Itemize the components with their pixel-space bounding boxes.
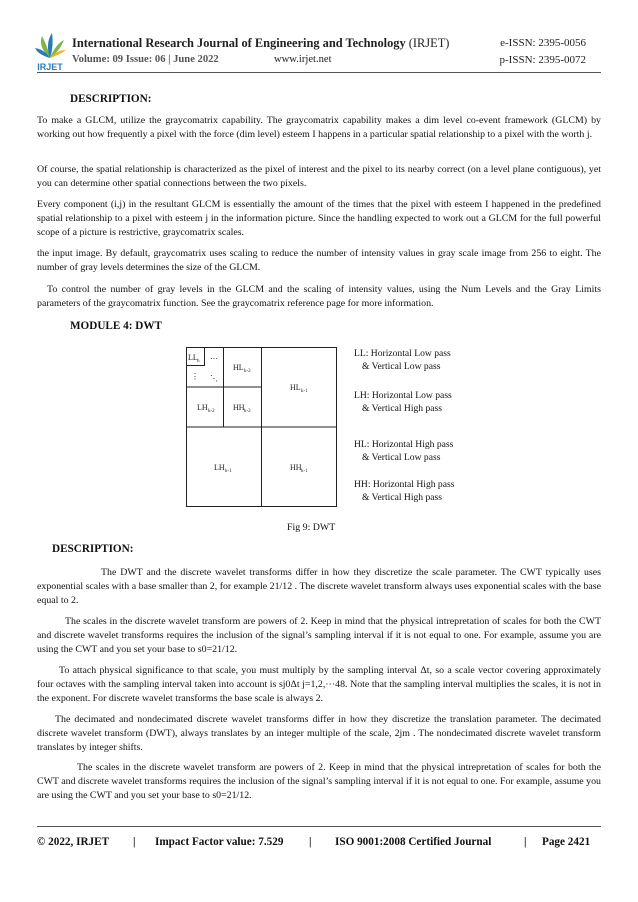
legend-line: LH: Horizontal Low pass — [354, 390, 452, 401]
legend-line: HH: Horizontal High pass — [354, 479, 455, 490]
cell-sub-ll: n — [197, 359, 200, 364]
eissn: e-ISSN: 2395-0056 — [500, 37, 586, 49]
paragraph: the input image. By default, graycomatrix uses scaling to reduce the number of intensity values in gray scale image from 256 to eight. The number of gray levels determines the size of the GLCM. — [37, 248, 601, 274]
legend-line: & Vertical High pass — [362, 491, 443, 503]
volume-issue: Volume: 09 Issue: 06 | June 2022 — [72, 54, 219, 65]
figure-caption: Fig 9: DWT — [287, 522, 336, 533]
footer-separator: | — [133, 836, 136, 848]
journal-name: International Research Journal of Engineering and Technology — [72, 36, 406, 50]
logo-text: IRJET — [37, 62, 63, 72]
cell-label-ll: LL — [188, 353, 198, 362]
section-heading-description-1: DESCRIPTION: — [70, 93, 152, 105]
header-divider — [37, 72, 601, 73]
legend-item-lh — [354, 390, 452, 415]
footer-divider — [37, 826, 601, 827]
legend-line: & Vertical High pass — [362, 402, 443, 414]
footer-copyright: © 2022, IRJET — [37, 836, 110, 848]
cell-sub-hh2: k-2 — [244, 409, 251, 414]
cell-label-lh2: LH — [197, 403, 208, 412]
cell-sub-lh1: k-1 — [225, 469, 232, 474]
cell-sub-lh2: k-2 — [208, 409, 215, 414]
cell-sub-hl1: k-1 — [301, 389, 308, 394]
section-heading-description-2: DESCRIPTION: — [52, 543, 134, 555]
cell-label-hh1: HH — [290, 463, 302, 472]
paragraph: The scales in the discrete wavelet transform are powers of 2. Keep in mind that the physical intrepretation of scales for both the CWT and discrete wavelet transforms requires the inclusion of the signal’s sampling interval if it is not equal to one. For example, assume you are using the CWT and you set your base to s0=21/12. — [37, 762, 601, 802]
cell-dots-d: ⋱ — [210, 374, 218, 383]
footer-separator: | — [524, 836, 527, 848]
legend-line: HL: Horizontal High pass — [354, 439, 454, 450]
journal-website-link[interactable]: www.irjet.net — [274, 54, 332, 65]
paragraph: To control the number of gray levels in the GLCM and the scaling of intensity values, using the Num Levels and the Gray Limits parameters of the graycomatrix function. See the graycomatrix reference page for more information. — [37, 284, 601, 310]
cell-label-hl2: HL — [233, 363, 244, 372]
cell-label-hl1: HL — [290, 383, 301, 392]
journal-title — [72, 36, 449, 51]
cell-label-lh1: LH — [214, 463, 225, 472]
footer-page-number: Page 2421 — [542, 836, 591, 848]
legend-item-hh — [354, 479, 454, 504]
legend-item-ll — [354, 348, 451, 373]
paragraph: The DWT and the discrete wavelet transforms differ in how they discretize the scale parameter. The CWT typically uses exponential scales with a base smaller than 2, for example 21/12 . The discrete wavelet transform always uses exponential scales with the base equal to 2. — [37, 567, 601, 607]
cell-dots-v: ⋮ — [191, 372, 199, 381]
legend-line: LL: Horizontal Low pass — [354, 348, 451, 359]
legend-item-hl — [354, 439, 453, 464]
cell-dots-h: … — [210, 352, 218, 361]
paragraph: The decimated and nondecimated discrete wavelet transforms differ in how they discretize the translation parameter. The decimated discrete wavelet transform (DWT), always translates by an integer multiple of the scale, 2jm . The nondecimated discrete wavelet transform translates by integer shifts. — [37, 714, 601, 754]
module-heading: MODULE 4: DWT — [70, 320, 162, 332]
paragraph: Every component (i,j) in the resultant GLCM is essentially the amount of the times that the pixel with esteem I happened in the predefined spatial relationship to a pixel with esteem j in the information picture. Since the handling expected to work out a GLCM for the full powerful scope of a picture is restrictive, graycomatrix scales. — [37, 199, 601, 239]
paragraph: To make a GLCM, utilize the graycomatrix capability. The graycomatrix capability makes a dim level co-event framework (GLCM) by working out how frequently a pixel with the force (dim level) esteem I happens in a particular spatial relationship to a pixel with the worth j. — [37, 115, 601, 141]
journal-abbr: (IRJET) — [408, 36, 450, 50]
cell-label-hh2: HH — [233, 403, 245, 412]
footer-impact-factor: Impact Factor value: 7.529 — [155, 836, 284, 848]
footer-separator: | — [309, 836, 312, 848]
cell-sub-hl2: k-2 — [244, 369, 251, 374]
irjet-logo — [33, 30, 67, 72]
footer-iso: ISO 9001:2008 Certified Journal — [335, 836, 492, 848]
paragraph: Of course, the spatial relationship is characterized as the pixel of interest and the pixel to its nearby correct (on a level plane contiguous), yet you can determine other spatial connections between the two pixels. — [37, 164, 601, 190]
cell-sub-hh1: k-1 — [301, 469, 308, 474]
pissn: p-ISSN: 2395-0072 — [499, 54, 586, 66]
paragraph: To attach physical significance to that scale, you must multiply by the sampling interval Δt, so a scale vector covering approximately four octaves with the sampling interval taken into account is sj0Δt j=1,2,⋯48. Note that the sampling interval multiplies the scales, it is not in the exponent. For discrete wavelet transforms the base scale is always 2. — [37, 665, 601, 705]
paragraph: The scales in the discrete wavelet transform are powers of 2. Keep in mind that the physical intrepretation of scales for both the CWT and discrete wavelet transforms requires the inclusion of the signal’s sampling interval if it is not equal to one. For example, assume you are using the CWT and you set your base to s0=21/12. — [37, 616, 601, 656]
page-header — [0, 0, 638, 80]
legend-line: & Vertical Low pass — [362, 451, 441, 463]
legend-line: & Vertical Low pass — [362, 360, 441, 372]
